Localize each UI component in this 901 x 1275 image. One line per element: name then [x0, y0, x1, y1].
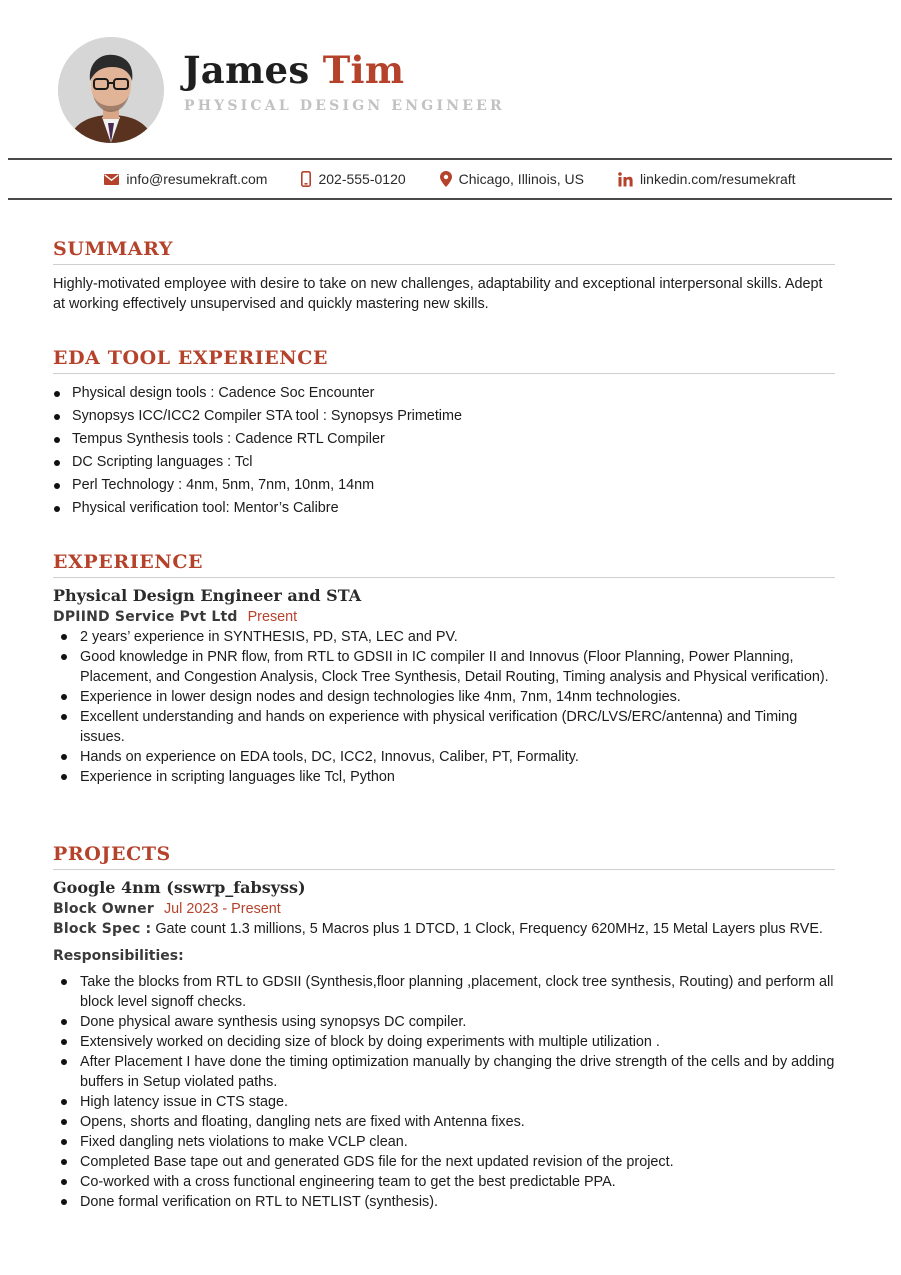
eda-tools-list	[53, 382, 835, 520]
contact-linkedin[interactable]	[618, 171, 796, 187]
responsibilities-label: Responsibilities:	[53, 948, 184, 964]
projects-section	[53, 842, 835, 1212]
project-role-line	[53, 899, 835, 919]
list-item: After Placement I have done the timing optimization manually by changing the drive strength of the cells and by adding buffers in Setup violated paths.	[53, 1052, 835, 1092]
project-bullets	[53, 972, 835, 1212]
section-title-summary: SUMMARY	[53, 237, 835, 265]
list-item: Perl Technology : 4nm, 5nm, 7nm, 10nm, 14nm	[53, 474, 835, 497]
list-item: Synopsys ICC/ICC2 Compiler STA tool : Synopsys Primetime	[53, 405, 835, 428]
list-item: High latency issue in CTS stage.	[53, 1092, 835, 1112]
list-item: Extensively worked on deciding size of block by doing experiments with multiple utilization .	[53, 1032, 835, 1052]
email-text: info@resumekraft.com	[126, 171, 268, 187]
contact-location	[440, 171, 584, 187]
eda-tools-section	[53, 346, 835, 520]
experience-section	[53, 550, 835, 787]
location-text: Chicago, Illinois, US	[458, 171, 584, 187]
summary-section	[53, 237, 835, 314]
list-item: Co-worked with a cross functional engineering team to get the best predictable PPA.	[53, 1172, 835, 1192]
list-item: Experience in scripting languages like Tcl, Python	[53, 767, 835, 787]
list-item: Completed Base tape out and generated GDS file for the next updated revision of the project.	[53, 1152, 835, 1172]
person-portrait-icon	[58, 37, 164, 143]
phone-text: 202-555-0120	[318, 171, 406, 187]
list-item: Experience in lower design nodes and design technologies like 4nm, 7nm, 14nm technologies.	[53, 687, 835, 707]
contact-email[interactable]	[104, 171, 267, 187]
list-item: Good knowledge in PNR flow, from RTL to GDSII in IC compiler II and Innovus (Floor Planning, Power Planning, Placement, and Congestion Analysis, Clock Tree Synthesis, Detail Routing, Timing analysis and Physical verification).	[53, 647, 835, 687]
phone-icon	[301, 171, 311, 187]
map-pin-icon	[440, 171, 452, 187]
last-name: Tim	[322, 48, 405, 92]
list-item: DC Scripting languages : Tcl	[53, 451, 835, 474]
list-item: Excellent understanding and hands on experience with physical verification (DRC/LVS/ERC/antenna) and Timing issues.	[53, 707, 835, 747]
block-spec-label: Block Spec :	[53, 921, 152, 937]
summary-text: Highly-motivated employee with desire to take on new challenges, adaptability and exceptional interpersonal skills. Adept at working effectively unsupervised and quickly mastering new skills.	[53, 276, 823, 312]
linkedin-text: linkedin.com/resumekraft	[639, 171, 796, 187]
list-item: Take the blocks from RTL to GDSII (Synthesis,floor planning ,placement, clock tree synthesis, Routing) and perform all block level signoff checks.	[53, 972, 835, 1012]
block-spec-line	[53, 919, 835, 939]
list-item: Done formal verification on RTL to NETLIST (synthesis).	[53, 1192, 835, 1212]
list-item: Hands on experience on EDA tools, DC, ICC2, Innovus, Caliber, PT, Formality.	[53, 747, 835, 767]
section-title-projects: PROJECTS	[53, 842, 835, 870]
profile-photo	[58, 37, 164, 143]
envelope-icon	[104, 174, 119, 185]
list-item: Opens, shorts and floating, dangling nets are fixed with Antenna fixes.	[53, 1112, 835, 1132]
contact-phone[interactable]	[301, 171, 405, 187]
candidate-name	[183, 46, 404, 94]
company-name: DPIIND Service Pvt Ltd	[53, 609, 238, 625]
company-line	[53, 607, 835, 627]
experience-bullets	[53, 627, 835, 787]
list-item: Done physical aware synthesis using synopsys DC compiler.	[53, 1012, 835, 1032]
list-item: Physical verification tool: Mentor’s Calibre	[53, 497, 835, 520]
list-item: Fixed dangling nets violations to make VCLP clean.	[53, 1132, 835, 1152]
list-item: Physical design tools : Cadence Soc Encounter	[53, 382, 835, 405]
project-date: Jul 2023 - Present	[163, 901, 281, 917]
linkedin-icon	[618, 172, 633, 187]
block-spec-text: Gate count 1.3 millions, 5 Macros plus 1 DTCD, 1 Clock, Frequency 620MHz, 15 Metal Layers plus RVE.	[155, 921, 823, 937]
project-name: Google 4nm (sswrp_fabsyss)	[53, 878, 306, 897]
first-name: James	[183, 48, 310, 92]
resume-header	[0, 0, 901, 158]
job-title: PHYSICAL DESIGN ENGINEER	[184, 98, 505, 114]
list-item: 2 years’ experience in SYNTHESIS, PD, STA, LEC and PV.	[53, 627, 835, 647]
project-role: Block Owner	[53, 901, 154, 917]
list-item: Tempus Synthesis tools : Cadence RTL Compiler	[53, 428, 835, 451]
contact-bar	[8, 158, 892, 200]
section-title-eda-tools: EDA TOOL EXPERIENCE	[53, 346, 835, 374]
job-date: Present	[247, 609, 298, 625]
section-title-experience: EXPERIENCE	[53, 550, 835, 578]
job-role: Physical Design Engineer and STA	[53, 586, 362, 605]
